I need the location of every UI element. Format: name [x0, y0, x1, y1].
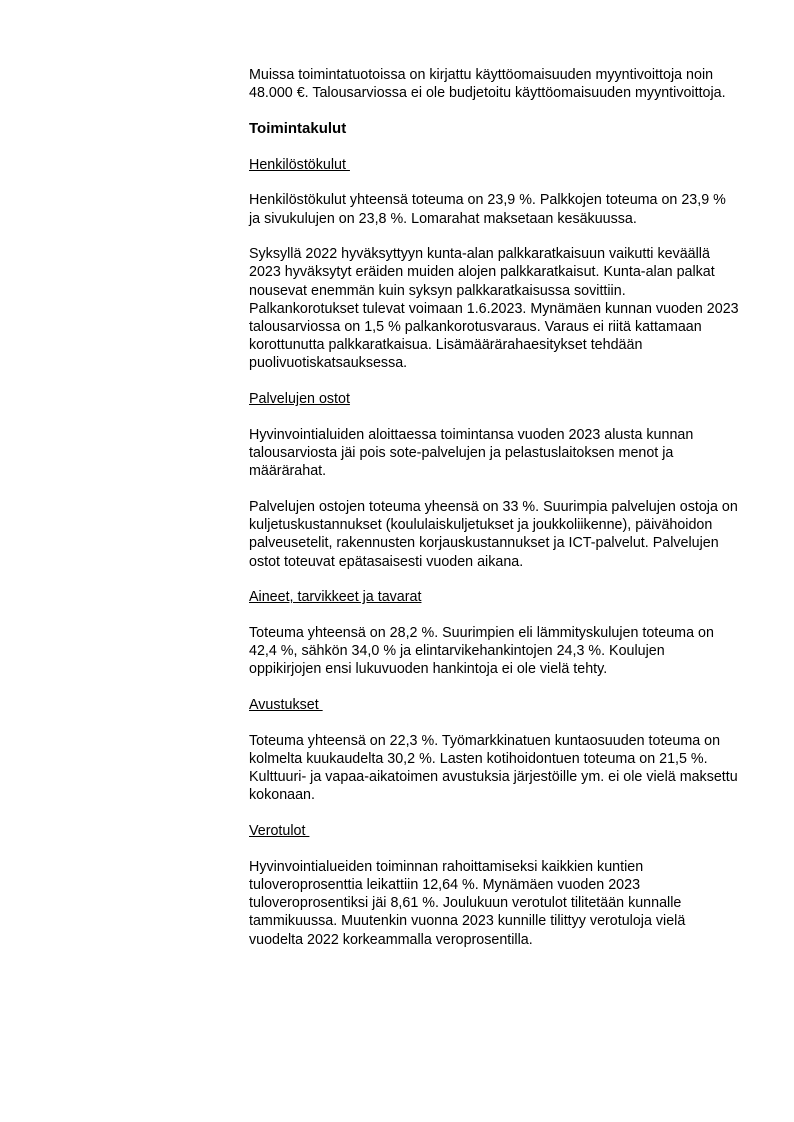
subheading-verotulot	[249, 822, 739, 840]
subheading-verotulot-text: Verotulot	[249, 823, 310, 840]
section-heading-toimintakulut: Toimintakulut	[249, 119, 347, 137]
avustukset-paragraph-1: Toteuma yhteensä on 22,3 %. Työmarkkinatuen kuntaosuuden toteuma on kolmelta kuukaudelta 30,2 %. Lasten kotihoidontuen toteuma on 21,5 %. Kulttuuri- ja vapaa-aikatoimen avustuksia järjestöille ym. ei ole vielä maksettu kokonaan.	[249, 732, 738, 804]
henkilostokulut-paragraph-2: Syksyllä 2022 hyväksyttyyn kunta-alan palkkaratkaisuun vaikutti keväällä 2023 hyväksytyt eräiden muiden alojen palkkaratkaisut. Kunta-alan palkat nousevat enemmän kuin syksyn palkkaratkaisussa sovittiin. Palkankorotukset tulevat voimaan 1.6.2023. Mynämäen kunnan vuoden 2023 talousarviossa on 1,5 % palkankorotusvaraus. Varaus ei riitä kattamaan korottunutta palkkaratkaisua. Lisämäärärahaesitykset tehdään puolivuotiskatsauksessa.	[249, 246, 739, 372]
subheading-henkilostokulut	[249, 156, 739, 174]
subheading-aineet	[249, 588, 739, 606]
aineet-paragraph-1: Toteuma yhteensä on 28,2 %. Suurimpien eli lämmityskulujen toteuma on 42,4 %, sähkön 34,0 % ja elintarvikehankintojen 24,3 %. Koulujen oppikirjojen ensi lukuvuoden hankintoja ei ole vielä tehty.	[249, 624, 714, 678]
intro-paragraph: Muissa toimintatuotoissa on kirjattu käyttöomaisuuden myyntivoittoja noin 48.000 €. Talousarviossa ei ole budjetoitu käyttöomaisuuden myyntivoittoja.	[249, 67, 726, 102]
subheading-avustukset-text: Avustukset	[249, 697, 323, 714]
subheading-henkilostokulut-text: Henkilöstökulut	[249, 156, 350, 173]
subheading-palvelujen-ostot	[249, 390, 739, 408]
subheading-aineet-text: Aineet, tarvikkeet ja tavarat	[249, 589, 422, 606]
henkilostokulut-paragraph-1: Henkilöstökulut yhteensä toteuma on 23,9 %. Palkkojen toteuma on 23,9 % ja sivukulujen on 23,8 %. Lomarahat maksetaan kesäkuussa.	[249, 192, 726, 227]
verotulot-paragraph-1: Hyvinvointialueiden toiminnan rahoittamiseksi kaikkien kuntien tuloveroprosenttia leikattiin 12,64 %. Mynämäen vuoden 2023 tuloveroprosentiksi jäi 8,61 %. Joulukuun verotulot tilitetään kunnalle tammikuussa. Muutenkin vuonna 2023 kunnille tilittyy verotuloja vielä vuodelta 2022 korkeammalla veroprosentilla.	[249, 858, 686, 948]
palvelujen-ostot-paragraph-1: Hyvinvointialuiden aloittaessa toimintansa vuoden 2023 alusta kunnan talousarviosta jäi pois sote-palvelujen ja pelastuslaitoksen menot ja määrärahat.	[249, 426, 694, 480]
palvelujen-ostot-paragraph-2: Palvelujen ostojen toteuma yheensä on 33 %. Suurimpia palvelujen ostoja on kuljetuskustannukset (koululaiskuljetukset ja joukkoliikenne), päivähoidon palveusetelit, rakennusten korjauskustannukset ja ICT-palvelut. Palvelujen ostot toteuvat epätasaisesti vuoden aikana.	[249, 498, 738, 570]
subheading-palvelujen-ostot-text: Palvelujen ostot	[249, 391, 350, 408]
subheading-avustukset	[249, 696, 739, 714]
document-page	[249, 66, 739, 949]
